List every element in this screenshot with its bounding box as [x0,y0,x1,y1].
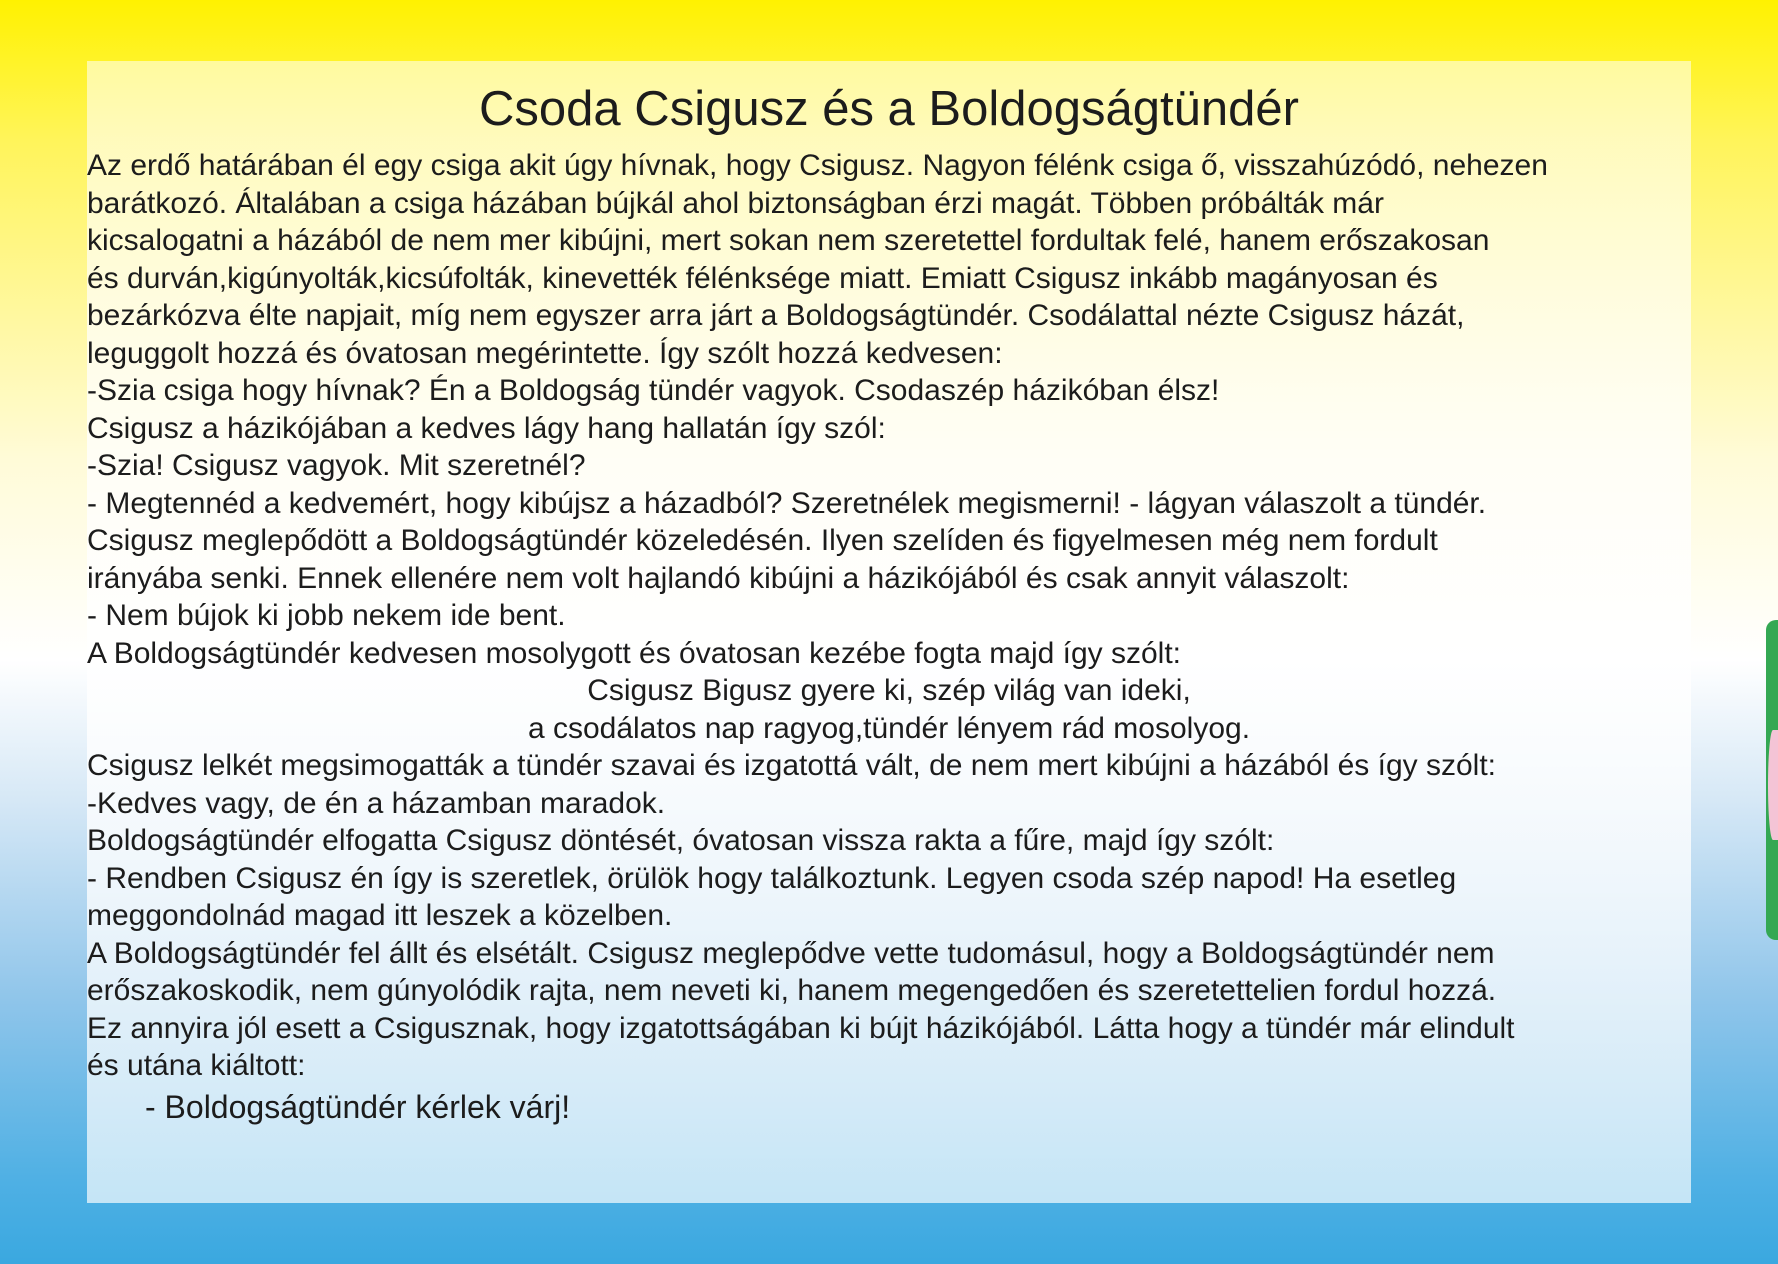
story-line: barátkozó. Általában a csiga házában bújkál ahol biztonságban érzi magát. Többen próbálták már [87,186,1384,220]
story-line: - Rendben Csigusz én így is szeretlek, örülök hogy találkoztunk. Legyen csoda szép napod! Ha esetleg [87,861,1457,895]
story-line: leguggolt hozzá és óvatosan megérintette. Így szólt hozzá kedvesen: [87,336,1003,370]
story-text-panel [87,61,1691,1203]
story-line: és durván,kigúnyolták,kicsúfolták, kinevették félénksége miatt. Emiatt Csigusz inkább magányosan és [87,261,1438,295]
story-line: -Szia csiga hogy hívnak? Én a Boldogság tündér vagyok. Csodaszép házikóban élsz! [87,374,1220,407]
story-line: Csigusz lelkét megsimogatták a tündér szavai és izgatottá vált, de nem mert kibújni a házából és így szólt: [87,749,1497,782]
story-line: meggondolnád magad itt leszek a közelben. [87,899,673,932]
story-line: Ez annyira jól esett a Csigusznak, hogy izgatottságában ki bújt házikójából. Látta hogy a tündér már elindult [87,1011,1515,1045]
story-line: Boldogságtündér elfogatta Csigusz döntését, óvatosan vissza rakta a fűre, majd így szólt: [87,824,1275,857]
story-line: -Szia! Csigusz vagyok. Mit szeretnél? [87,449,586,482]
story-line: irányába senki. Ennek ellenére nem volt hajlandó kibújni a házikójából és csak annyit válaszolt: [87,561,1350,595]
background-illustration-edge [1766,0,1778,1264]
story-line: A Boldogságtündér fel állt és elsétált. Csigusz meglepődve vette tudomásul, hogy a Boldogságtündér nem [87,936,1495,970]
poem-line: a csodálatos nap ragyog,tündér lényem rád mosolyog. [527,711,1251,745]
story-last-line: - Boldogságtündér kérlek várj! [145,1088,571,1125]
story-title: Csoda Csigusz és a Boldogságtündér [479,82,1299,136]
story-line: Csigusz meglepődött a Boldogságtündér közeledésén. Ilyen szelíden és figyelmesen még nem fordult [87,524,1438,557]
story-line: kicsalogatni a házából de nem mer kibújni, mert sokan nem szeretettel fordultak felé, hanem erőszakosan [87,224,1490,257]
pink-shape-decoration [1768,730,1778,840]
story-line: erőszakoskodik, nem gúnyolódik rajta, nem neveti ki, hanem megengedően és szeretettelien fordul hozzá. [87,974,1497,1007]
story-line: A Boldogságtündér kedvesen mosolygott és óvatosan kezébe fogta majd így szólt: [87,636,1182,670]
story-line: - Megtennéd a kedvemért, hogy kibújsz a házadból? Szeretnélek megismerni! - lágyan válaszolt a tündér. [87,486,1487,520]
story-line: - Nem bújok ki jobb nekem ide bent. [87,599,566,632]
story-line: -Kedves vagy, de én a házamban maradok. [87,786,666,820]
poem-line: Csigusz Bigusz gyere ki, szép világ van ideki, [587,674,1191,707]
story-line: Csigusz a házikójában a kedves lágy hang hallatán így szól: [87,411,886,445]
story-line: és utána kiáltott: [87,1049,306,1082]
story-line: Az erdő határában él egy csiga akit úgy hívnak, hogy Csigusz. Nagyon félénk csiga ő, visszahúzódó, nehezen [87,149,1548,182]
story-line: bezárkózva élte napjait, míg nem egyszer arra járt a Boldogságtündér. Csodálattal nézte Csigusz házát, [87,299,1465,332]
